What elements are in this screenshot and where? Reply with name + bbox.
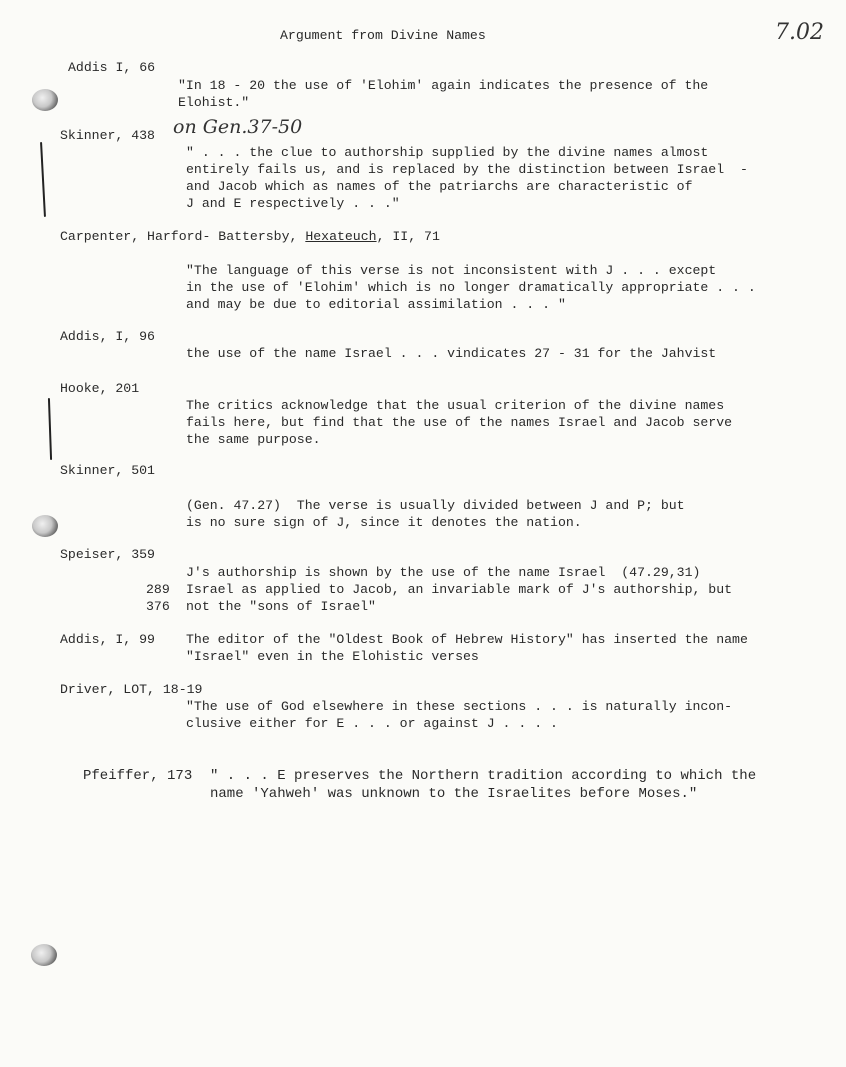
- quote-speiser-line2: Israel as applied to Jacob, an invariable mark of J's authorship, but: [186, 582, 733, 597]
- quote-speiser-line1: J's authorship is shown by the use of the name Israel (47.29,31): [186, 565, 701, 580]
- quote-skinner-438-line2: entirely fails us, and is replaced by the distinction between Israel -: [186, 162, 748, 177]
- source-addis-99: Addis, I, 99: [60, 632, 155, 647]
- source-hooke: Hooke, 201: [60, 381, 140, 396]
- quote-carpenter-line1: "The language of this verse is not inconsistent with J . . . except: [186, 263, 717, 278]
- quote-hooke-line1: The critics acknowledge that the usual criterion of the divine names: [186, 398, 725, 413]
- quote-addis-99-line1: The editor of the "Oldest Book of Hebrew History" has inserted the name: [186, 632, 748, 647]
- quote-addis-66-line1: "In 18 - 20 the use of 'Elohim' again indicates the presence of the: [178, 78, 709, 93]
- source-speiser: Speiser, 359: [60, 547, 155, 562]
- source-addis-66: Addis I, 66: [68, 60, 156, 75]
- quote-hooke-line2: fails here, but find that the use of the names Israel and Jacob serve: [186, 415, 733, 430]
- margin-mark-skinner: [40, 142, 46, 217]
- quote-skinner-438-line4: J and E respectively . . .": [186, 196, 400, 211]
- quote-addis-96-line1: the use of the name Israel . . . vindicates 27 - 31 for the Jahvist: [186, 346, 717, 361]
- speiser-ref-289: 289: [146, 582, 170, 597]
- quote-hooke-line3: the same purpose.: [186, 432, 321, 447]
- quote-addis-99-line2: "Israel" even in the Elohistic verses: [186, 649, 479, 664]
- page-number: 7.02: [775, 20, 824, 45]
- quote-pfeiffer-line1: " . . . E preserves the Northern tradition according to which the: [210, 768, 757, 784]
- source-pfeiffer: Pfeiffer, 173: [83, 768, 193, 784]
- source-carpenter-volume: , II, 71: [376, 229, 440, 244]
- punch-hole-bottom: [31, 944, 57, 966]
- speiser-ref-376: 376: [146, 599, 170, 614]
- source-addis-96: Addis, I, 96: [60, 329, 155, 344]
- punch-hole-top: [32, 89, 58, 111]
- punch-hole-middle: [32, 515, 58, 537]
- quote-skinner-438-line1: " . . . the clue to authorship supplied by the divine names almost: [186, 145, 709, 160]
- source-skinner-501: Skinner, 501: [60, 463, 155, 478]
- quote-carpenter-line3: and may be due to editorial assimilation . . . ": [186, 297, 566, 312]
- quote-speiser-line3: not the "sons of Israel": [186, 599, 376, 614]
- quote-addis-66-line2: Elohist.": [178, 95, 250, 110]
- quote-pfeiffer-line2: name 'Yahweh' was unknown to the Israelites before Moses.": [210, 786, 698, 802]
- quote-skinner-438-line3: and Jacob which as names of the patriarchs are characteristic of: [186, 179, 693, 194]
- quote-skinner-501-line1: (Gen. 47.27) The verse is usually divided between J and P; but: [186, 498, 685, 513]
- source-carpenter: [60, 228, 440, 245]
- source-carpenter-title: Hexateuch: [305, 229, 377, 244]
- quote-skinner-501-line2: is no sure sign of J, since it denotes the nation.: [186, 515, 582, 530]
- source-driver: Driver, LOT, 18-19: [60, 682, 203, 697]
- quote-driver-line2: clusive either for E . . . or against J . . . .: [186, 716, 558, 731]
- handwritten-note-gen: on Gen.37-50: [173, 116, 303, 138]
- quote-carpenter-line2: in the use of 'Elohim' which is no longer dramatically appropriate . . .: [186, 280, 756, 295]
- page-title: Argument from Divine Names: [280, 28, 486, 43]
- source-carpenter-authors: Carpenter, Harford- Battersby,: [60, 229, 306, 244]
- margin-mark-hooke: [48, 398, 52, 460]
- source-skinner-438: Skinner, 438: [60, 128, 155, 143]
- quote-driver-line1: "The use of God elsewhere in these sections . . . is naturally incon-: [186, 699, 733, 714]
